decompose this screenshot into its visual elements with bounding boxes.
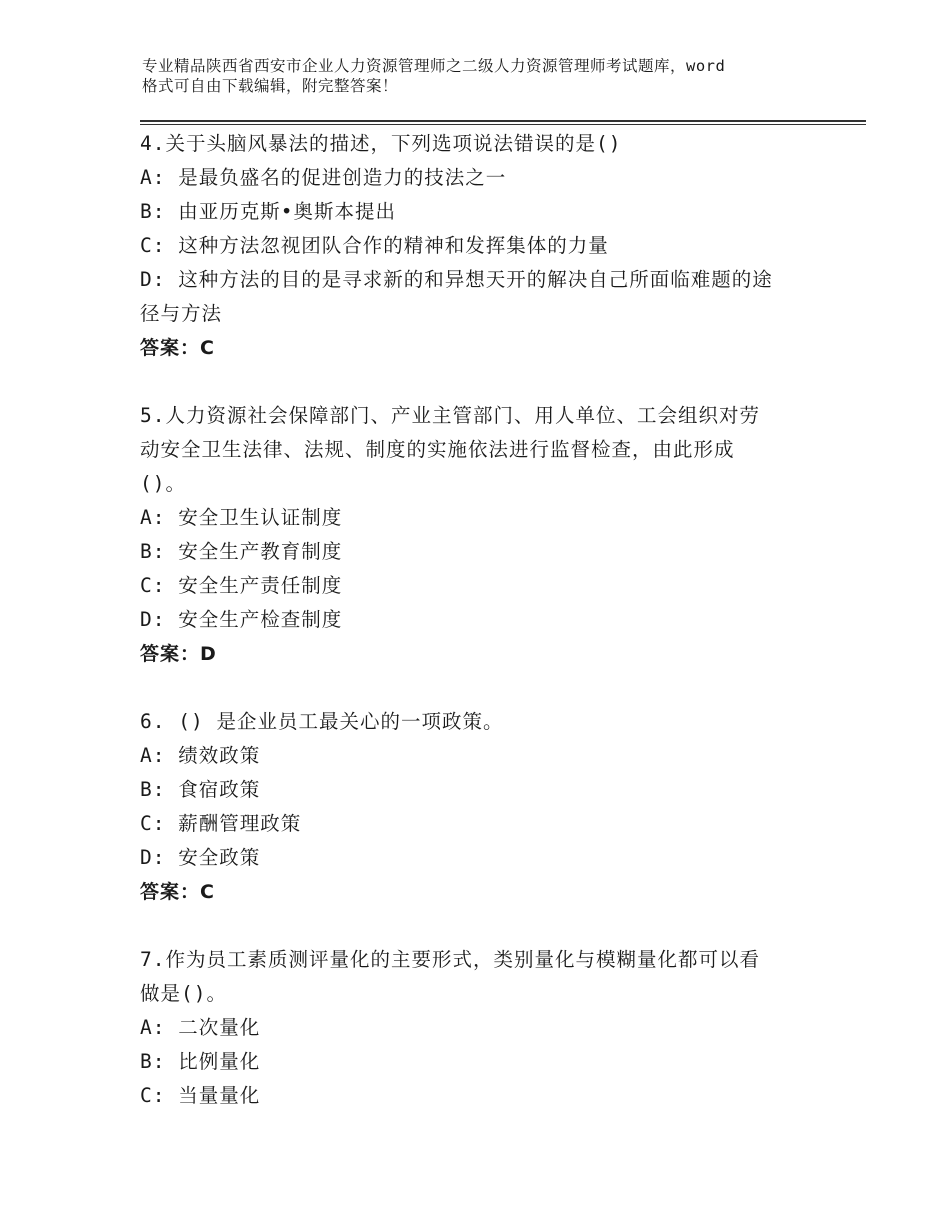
option-b: B: 食宿政策 [140,778,261,801]
stem-line: 6. () 是企业员工最关心的一项政策。 [140,710,504,733]
stem-line: 7.作为员工素质测评量化的主要形式，类别量化与模糊量化都可以看 [140,948,760,971]
option-b: B: 安全生产教育制度 [140,540,343,563]
answer-label: 答案：C [140,881,215,903]
option-b: B: 由亚历克斯•奥斯本提出 [140,200,396,223]
question-6 [140,705,866,909]
question-list [140,127,866,1113]
document-page [140,56,866,1147]
answer-label: 答案：C [140,337,215,359]
header-line-1: 专业精品陕西省西安市企业人力资源管理师之二级人力资源管理师考试题库，word [142,57,726,75]
question-stem [140,399,866,501]
option-c: C: 当量量化 [140,1084,261,1107]
option-a: A: 绩效政策 [140,744,261,767]
document-header [140,56,866,100]
header-line-2: 格式可自由下载编辑，附完整答案！ [142,77,399,95]
stem-line: 做是()。 [140,982,227,1005]
option-a: A: 安全卫生认证制度 [140,506,343,529]
header-divider [140,120,866,125]
stem-line: 5.人力资源社会保障部门、产业主管部门、用人单位、工会组织对劳 [140,404,760,427]
question-5 [140,399,866,671]
option-d: D: 安全生产检查制度 [140,608,343,631]
option-d: D: 安全政策 [140,846,261,869]
stem-line: 4.关于头脑风暴法的描述，下列选项说法错误的是() [140,132,622,155]
option-a: A: 是最负盛名的促进创造力的技法之一 [140,166,507,189]
question-4 [140,127,866,365]
option-c: C: 薪酬管理政策 [140,812,302,835]
option-b: B: 比例量化 [140,1050,261,1073]
stem-line: 动安全卫生法律、法规、制度的实施依法进行监督检查，由此形成 [140,438,735,461]
option-c: C: 这种方法忽视团队合作的精神和发挥集体的力量 [140,234,609,257]
stem-line: ()。 [140,472,186,495]
question-stem [140,705,866,739]
option-a: A: 二次量化 [140,1016,261,1039]
option-c: C: 安全生产责任制度 [140,574,343,597]
question-stem [140,943,866,1011]
question-stem [140,127,866,161]
option-d: D: 这种方法的目的是寻求新的和异想天开的解决自己所面临难题的途 [140,268,773,291]
answer-label: 答案：D [140,643,217,665]
option-d-continued: 径与方法 [140,302,223,325]
question-7 [140,943,866,1113]
